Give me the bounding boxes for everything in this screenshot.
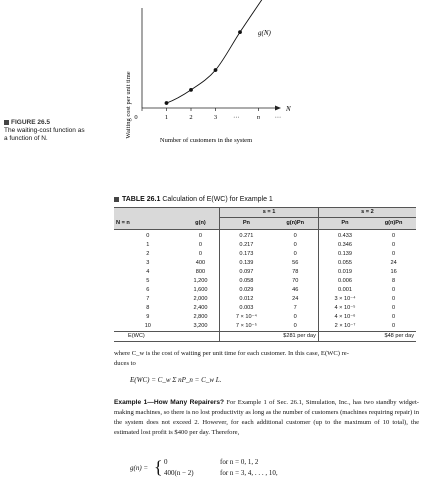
table-number: TABLE 26.1 <box>122 196 161 203</box>
table-cell: 0 <box>392 287 396 293</box>
paragraph-line-2: duces to <box>114 360 136 367</box>
table-cell: 0 <box>392 242 396 248</box>
header-gn: g(n) <box>195 219 206 226</box>
figure-caption-line-2: a function of N. <box>4 135 48 142</box>
table-cell: 2 <box>146 251 150 257</box>
table-cell: 0.003 <box>220 304 273 313</box>
table-cell: 78 <box>292 269 299 275</box>
header-pn-1: Pn <box>220 218 273 230</box>
x-tick-label: 1 <box>164 114 169 121</box>
total-s1: $281 per day <box>220 332 319 342</box>
table-cell: 3 × 10⁻⁴ <box>318 295 371 304</box>
table-cell: 0 <box>293 314 297 320</box>
table-cell: 0 <box>293 251 297 257</box>
table-cell: 0.346 <box>318 241 371 250</box>
equation-gn-lhs: g(n) = <box>130 464 149 472</box>
table-marker <box>114 197 119 202</box>
table-cell: 0 <box>198 251 203 257</box>
table-cell: 24 <box>390 260 397 266</box>
table-cell: 46 <box>292 287 299 293</box>
table-cell: 7 <box>293 305 297 311</box>
x-tick-label: n <box>256 114 260 121</box>
table-cell: 0.006 <box>318 277 371 286</box>
table-cell: 0.433 <box>318 230 371 242</box>
table-cell: 70 <box>292 278 299 284</box>
table-cell: 7 × 10⁻⁵ <box>220 322 273 332</box>
table-cell: 0 <box>392 296 396 302</box>
table-row <box>114 259 416 268</box>
table-cell: 0.058 <box>220 277 273 286</box>
table-cell: 1,600 <box>193 287 208 293</box>
table-cell: 8 <box>392 278 396 284</box>
example-body: For Example 1 of Sec. 26.1, Simulation, Inc., has two standby widget-making machines, so there is no lost productivity as long as the number of customers (machines requiring repair) in the system does not exceed 2. However, for each additional customer (up to the maximum of 10 total), the estimated lost profit is $400 per day. Therefore, <box>114 399 419 436</box>
figure-marker <box>4 120 9 125</box>
x-axis-variable: N <box>286 105 291 113</box>
header-gnpn-2: g(n)Pn <box>384 220 403 226</box>
x-tick-label: ··· <box>274 114 282 121</box>
table-cell: 2,400 <box>193 305 208 311</box>
total-label: E(WC) <box>128 333 145 339</box>
brace-icon: { <box>154 457 163 477</box>
table-cell: 0 <box>392 251 396 257</box>
table-cell: 0.029 <box>220 286 273 295</box>
data-point <box>214 68 218 72</box>
table-cell: 10 <box>144 323 151 329</box>
table-cell: 5 <box>146 278 150 284</box>
table-cell: 9 <box>146 314 150 320</box>
equation-gn-cond1: for n = 0, 1, 2 <box>220 458 259 466</box>
table-cell: 0 <box>293 242 297 248</box>
table-body <box>114 230 416 332</box>
table-cell: 0.173 <box>220 250 273 259</box>
table-cell: 7 <box>146 296 150 302</box>
table-cell: 56 <box>292 260 299 266</box>
table-caption: Calculation of E(WC) for Example 1 <box>162 196 273 203</box>
table-row <box>114 313 416 322</box>
table-cell: 0.139 <box>318 250 371 259</box>
table-cell: 0.097 <box>220 268 273 277</box>
table-cell: 0.055 <box>318 259 371 268</box>
table-title <box>114 196 273 203</box>
data-point <box>238 30 242 34</box>
x-tick-label: 2 <box>189 114 193 121</box>
figure-caption <box>4 119 104 143</box>
header-pn-2: Pn <box>318 218 371 230</box>
table-cell: 0 <box>198 242 203 248</box>
table-cell: 0 <box>392 233 396 239</box>
group-s2: s = 2 <box>318 208 416 218</box>
calculation-table <box>114 207 416 342</box>
figure-caption-line-1: The waiting-cost function as <box>4 127 85 134</box>
curve-label: g(N) <box>258 29 271 37</box>
x-axis-label: Number of customers in the system <box>159 137 253 144</box>
table-cell: 0.217 <box>220 241 273 250</box>
x-axis-arrow <box>275 106 281 111</box>
data-point <box>165 101 169 105</box>
table-cell: 0.019 <box>318 268 371 277</box>
g-curve <box>167 0 265 103</box>
header-n: N = n <box>116 219 130 226</box>
table-cell: 3,200 <box>193 323 208 329</box>
table-cell: 0 <box>293 233 297 239</box>
table-cell: 4 × 10⁻⁶ <box>318 313 371 322</box>
table-cell: 0 <box>392 314 396 320</box>
table-row <box>114 304 416 313</box>
waiting-cost-chart <box>100 0 330 190</box>
table-cell: 8 <box>146 305 150 311</box>
table-row <box>114 268 416 277</box>
table-cell: 0 <box>392 305 396 311</box>
table-cell: 1 <box>146 242 150 248</box>
table-cell: 16 <box>390 269 397 275</box>
table-cell: 0.001 <box>318 286 371 295</box>
table-cell: 0.271 <box>220 230 273 242</box>
figure-number: FIGURE 26.5 <box>11 119 51 126</box>
table-cell: 4 <box>146 269 150 275</box>
table-cell: 0.139 <box>220 259 273 268</box>
example-title: Example 1—How Many Repairers? <box>114 399 225 406</box>
table-cell: 6 <box>146 287 150 293</box>
example-paragraph <box>114 398 419 438</box>
table-row <box>114 286 416 295</box>
table-row <box>114 295 416 304</box>
header-gnpn-1: g(n)Pn <box>286 220 305 226</box>
equation-ewc: E(WC) = C_w Σ nP_n = C_w L. <box>130 376 222 384</box>
table-cell: 2,800 <box>193 314 208 320</box>
equation-gn-case1: 0 <box>164 458 168 466</box>
total-s2: $48 per day <box>318 332 416 342</box>
x-ticks <box>134 108 281 121</box>
x-tick-label: 3 <box>213 114 218 121</box>
table-row <box>114 230 416 242</box>
table-row <box>114 250 416 259</box>
table-cell: 2 × 10⁻⁷ <box>318 322 371 332</box>
table-row <box>114 322 416 332</box>
table-row <box>114 277 416 286</box>
paragraph-where <box>114 349 419 369</box>
equation-gn-cond2: for n = 3, 4, . . . , 10, <box>220 469 278 477</box>
paragraph-line-1: where C_w is the cost of waiting per unit time for each customer. In this case, E(WC) re- <box>114 350 349 357</box>
table-cell: 1,200 <box>193 278 208 284</box>
table-cell: 400 <box>195 260 206 266</box>
table-cell: 2,000 <box>193 296 208 302</box>
y-axis-label: Waiting cost per unit time <box>125 71 132 139</box>
table-cell: 0 <box>146 233 150 239</box>
table-cell: 0 <box>198 233 203 239</box>
data-point <box>189 88 193 92</box>
table-cell: 7 × 10⁻⁴ <box>220 313 273 322</box>
data-points <box>165 30 242 105</box>
x-tick-label: 0 <box>134 114 138 121</box>
table-cell: 0.012 <box>220 295 273 304</box>
table-cell: 4 × 10⁻⁵ <box>318 304 371 313</box>
table-row <box>114 241 416 250</box>
group-s1: s = 1 <box>220 208 319 218</box>
table-cell: 0 <box>392 323 396 329</box>
table-cell: 0 <box>293 323 297 329</box>
table-cell: 24 <box>292 296 299 302</box>
table-cell: 800 <box>195 269 206 275</box>
table-cell: 3 <box>146 260 150 266</box>
equation-gn-case2: 400(n − 2) <box>164 469 194 477</box>
x-tick-label: ··· <box>233 114 240 121</box>
